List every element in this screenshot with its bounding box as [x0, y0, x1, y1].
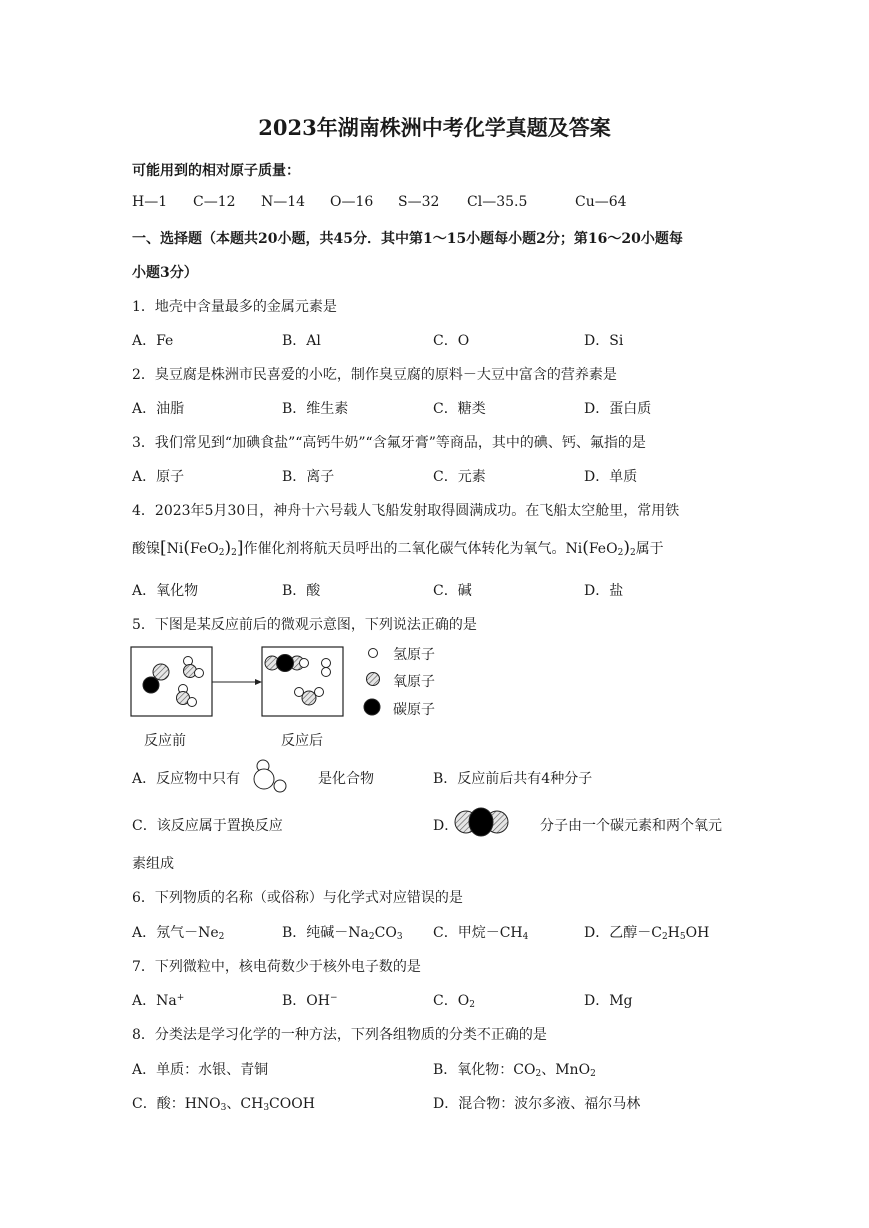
page-title: 2023年湖南株洲中考化学真题及答案	[258, 115, 611, 140]
atomic-mass-n: N—14	[261, 194, 306, 210]
q8-option-d: D．混合物：波尔多液、福尔马林	[433, 1096, 641, 1112]
legend-oxygen-label: 氧原子	[393, 674, 435, 690]
q3-option-d: D．单质	[584, 469, 638, 485]
atomic-mass-heading: 可能用到的相对原子质量：	[132, 163, 300, 179]
q5-option-d-pre: D．	[433, 818, 459, 834]
caption-before: 反应前	[144, 733, 186, 749]
caption-after: 反应后	[281, 733, 323, 749]
q4-stem-line1: 4．2023年5月30日，神舟十六号载人飞船发射取得圆满成功。在飞船太空舱里，常用铁	[132, 503, 680, 519]
q6-option-b: B．纯碱$-Na_2CO_3$	[282, 925, 403, 942]
q7-option-c: C．$O_2$	[433, 993, 475, 1010]
q4-text-pre: 酸镍	[132, 541, 160, 557]
before-box	[131, 647, 212, 716]
q4-option-a: A．氧化物	[132, 583, 199, 599]
atomic-mass-c: C—12	[193, 194, 236, 210]
carbon-atom	[277, 655, 294, 672]
q5-option-d-post: 分子由一个碳元素和两个氧元	[540, 818, 722, 834]
legend-carbon-label: 碳原子	[393, 702, 435, 718]
q3-stem: 3．我们常见到“加碘食盐”“高钙牛奶”“含氟牙膏”等商品，其中的碘、钙、氟指的是	[132, 435, 646, 451]
q4-option-c: C．碱	[433, 583, 472, 599]
q7-option-b: B．OH−	[282, 993, 338, 1009]
q3-option-c: C．元素	[433, 469, 486, 485]
q4-text-post: 属于	[635, 541, 664, 557]
q1-stem: 1．地壳中含量最多的金属元素是	[132, 299, 337, 315]
q5-option-d-cont: 素组成	[132, 856, 174, 872]
q4-text-mid: 作催化剂将航天员呼出的二氧化碳气体转化为氧气。	[243, 541, 566, 557]
q2-option-a: A．油脂	[132, 401, 185, 417]
atomic-mass-h: H—1	[132, 194, 168, 210]
q5-option-b: B．反应前后共有4种分子	[433, 771, 593, 787]
hydrogen-atom	[195, 669, 204, 678]
q1-option-d: D．Si	[584, 333, 624, 349]
legend-hydrogen-icon	[369, 649, 378, 658]
q5-option-a-post: 是化合物	[318, 771, 374, 787]
q4-formula-ni: Ni	[166, 541, 184, 557]
q5-option-c: C．该反应属于置换反应	[132, 818, 283, 834]
q2-option-c: C．糖类	[433, 401, 486, 417]
q8-stem: 8．分类法是学习化学的一种方法，下列各组物质的分类不正确的是	[132, 1027, 547, 1043]
q7-option-a: A．Na+	[132, 993, 185, 1009]
legend-carbon-icon	[364, 699, 380, 715]
q4-formula-feo: FeO	[190, 541, 219, 557]
atomic-mass-o: O—16	[330, 194, 374, 210]
q1-option-b: B．Al	[282, 333, 321, 349]
q6-option-c: C．甲烷$-CH_4$	[433, 925, 529, 942]
carbon-atom	[143, 677, 159, 693]
q3-option-a: A．原子	[132, 469, 185, 485]
q8-option-b: B．氧化物：$CO_2$、MnO$_2$	[433, 1062, 596, 1079]
q4-option-d: D．盐	[584, 583, 624, 599]
q5-option-a-pre: A．反应物中只有	[132, 771, 241, 787]
q4-stem-line2: 酸镍$[Ni(FeO_2)_2]$作催化剂将航天员呼出的二氧化碳气体转化为氧气。$Ni(FeO_2)_2$属于	[132, 538, 664, 558]
atomic-mass-cu: Cu—64	[575, 194, 627, 210]
q1-option-a: A．Fe	[132, 333, 174, 349]
q4-formula-ni-2: Ni	[565, 541, 583, 557]
section-heading-cont: 小题3分）	[132, 265, 198, 281]
q1-option-c: C．O	[433, 333, 470, 349]
q3-option-b: B．离子	[282, 469, 335, 485]
q2-option-b: B．维生素	[282, 401, 349, 417]
q7-option-d: D．Mg	[584, 993, 633, 1009]
legend-oxygen-icon	[367, 673, 380, 686]
q8-option-c: C．酸：$HNO_3$、$CH_3COOH$	[132, 1096, 315, 1113]
q6-option-a: A．氖气$-Ne_2$	[132, 925, 225, 942]
hydrogen-atom	[322, 668, 331, 677]
hydrogen-atom	[188, 698, 197, 707]
q8-option-a: A．单质：水银、青铜	[132, 1062, 269, 1078]
oxygen-atom	[302, 691, 316, 705]
section-heading: 一、选择题（本题共20小题，共45分．其中第1～15小题每小题2分；第16～20小题每	[132, 231, 683, 247]
q7-stem: 7．下列微粒中，核电荷数少于核外电子数的是	[132, 959, 421, 975]
legend-hydrogen-label: 氢原子	[393, 647, 435, 663]
atomic-mass-cl: Cl—35.5	[467, 194, 528, 210]
q5-stem: 5．下图是某反应前后的微观示意图，下列说法正确的是	[132, 617, 477, 633]
atomic-mass-s: S—32	[398, 194, 440, 210]
hydrogen-atom	[322, 659, 331, 668]
q6-option-d: D．乙醇$-C_2H_5OH$	[584, 925, 710, 942]
oxygen-atom	[153, 664, 169, 680]
q4-option-b: B．酸	[282, 583, 321, 599]
q2-option-d: D．蛋白质	[584, 401, 652, 417]
q6-stem: 6．下列物质的名称（或俗称）与化学式对应错误的是	[132, 890, 463, 906]
hydrogen-atom	[300, 659, 309, 668]
q2-stem: 2．臭豆腐是株洲市民喜爱的小吃，制作臭豆腐的原料－大豆中富含的营养素是	[132, 367, 617, 383]
